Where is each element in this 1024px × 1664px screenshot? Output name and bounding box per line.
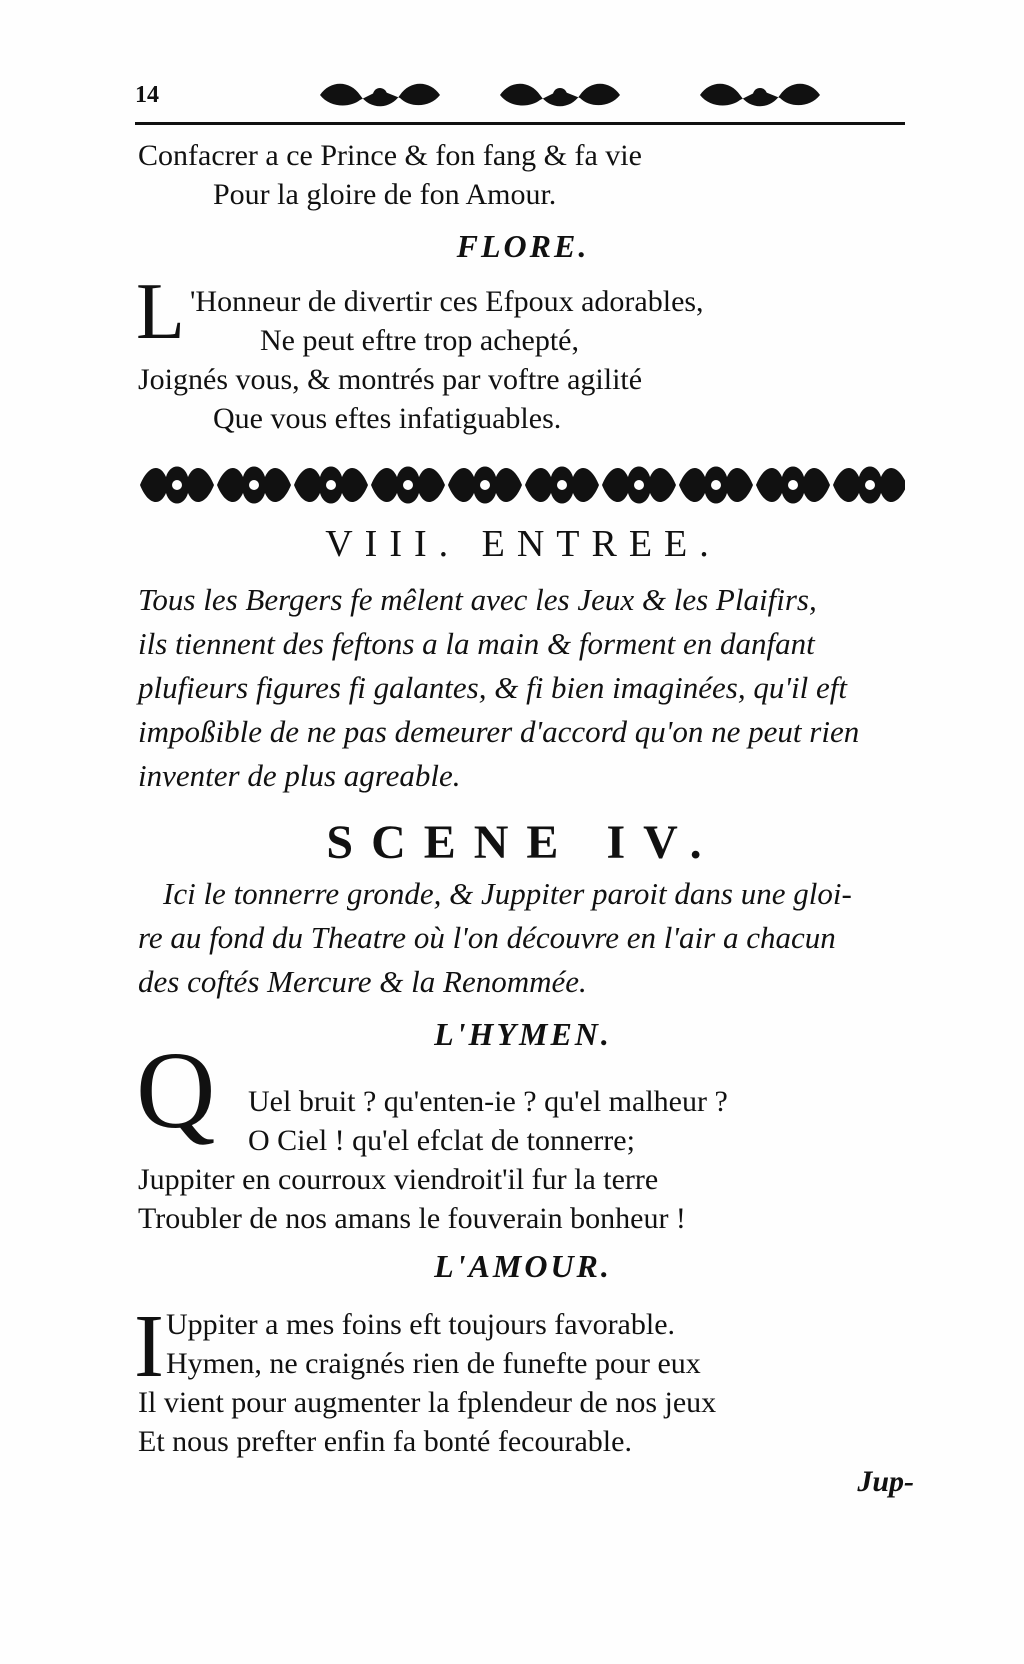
dropcap-l: L (136, 268, 185, 356)
verse-line: Pour la gloire de fon Amour. (213, 178, 557, 211)
entree-heading: VIII. ENTREE. (325, 523, 721, 565)
catchword: Jup- (857, 1465, 914, 1498)
page-number: 14 (135, 82, 159, 108)
dropcap-q: Q (136, 1029, 216, 1151)
flore-verse (138, 282, 908, 438)
prose-line: re au fond du Theatre où l'on découvre en l'air a chacun (138, 920, 836, 955)
header-rule (135, 122, 905, 125)
header-ornament-icon (320, 78, 840, 112)
prose-line: des coftés Mercure & la Renommée. (138, 964, 587, 999)
verse-line: Confacrer a ce Prince & fon fang & fa vie (138, 139, 642, 172)
verse-line: Et nous prefter enfin fa bonté fecourable. (138, 1425, 632, 1458)
verse-line: Que vous eftes infatiguables. (213, 402, 562, 435)
scene-description (138, 872, 913, 1004)
page-header (135, 78, 905, 118)
prose-line: ils tiennent des feftons a la main & forment en danfant (138, 626, 815, 661)
verse-line: Hymen, ne craignés rien de funefte pour eux (166, 1347, 701, 1380)
amour-verse (138, 1305, 908, 1461)
prose-line: Ici le tonnerre gronde, & Juppiter paroit dans une gloi- (163, 876, 852, 911)
speaker-heading-hymen: L'HYMEN. (434, 1016, 612, 1052)
speaker-heading-amour: L'AMOUR. (434, 1248, 612, 1284)
opening-verse (138, 136, 908, 214)
prose-line: impoßible de ne pas demeurer d'accord qu'on ne peut rien (138, 714, 860, 749)
verse-line: 'Honneur de divertir ces Efpoux adorables, (190, 285, 704, 318)
prose-line: inventer de plus agreable. (138, 758, 461, 793)
prose-line: plufieurs figures fi galantes, & fi bien imaginées, qu'il eft (138, 670, 847, 705)
scene-heading: SCENE IV. (326, 816, 720, 869)
prose-line: Tous les Bergers fe mêlent avec les Jeux & les Plaifirs, (138, 582, 817, 617)
speaker-heading-flore: FLORE. (456, 228, 590, 264)
verse-line: Juppiter en courroux viendroit'il fur la terre (138, 1163, 659, 1196)
verse-line: O Ciel ! qu'el efclat de tonnerre; (248, 1124, 635, 1157)
verse-line: Joignés vous, & montrés par voftre agilité (138, 363, 643, 396)
entree-description (138, 578, 913, 798)
verse-line: Uppiter a mes foins eft toujours favorable. (166, 1308, 676, 1341)
verse-line: Troubler de nos amans le fouverain bonheur ! (138, 1202, 686, 1235)
verse-line: Il vient pour augmenter la fplendeur de nos jeux (138, 1386, 717, 1419)
fleuron-band-icon (140, 455, 905, 515)
verse-line: Uel bruit ? qu'enten-ie ? qu'el malheur ? (248, 1085, 728, 1118)
hymen-verse (138, 1082, 908, 1238)
dropcap-i: I (134, 1297, 164, 1396)
verse-line: Ne peut eftre trop achepté, (260, 324, 579, 357)
